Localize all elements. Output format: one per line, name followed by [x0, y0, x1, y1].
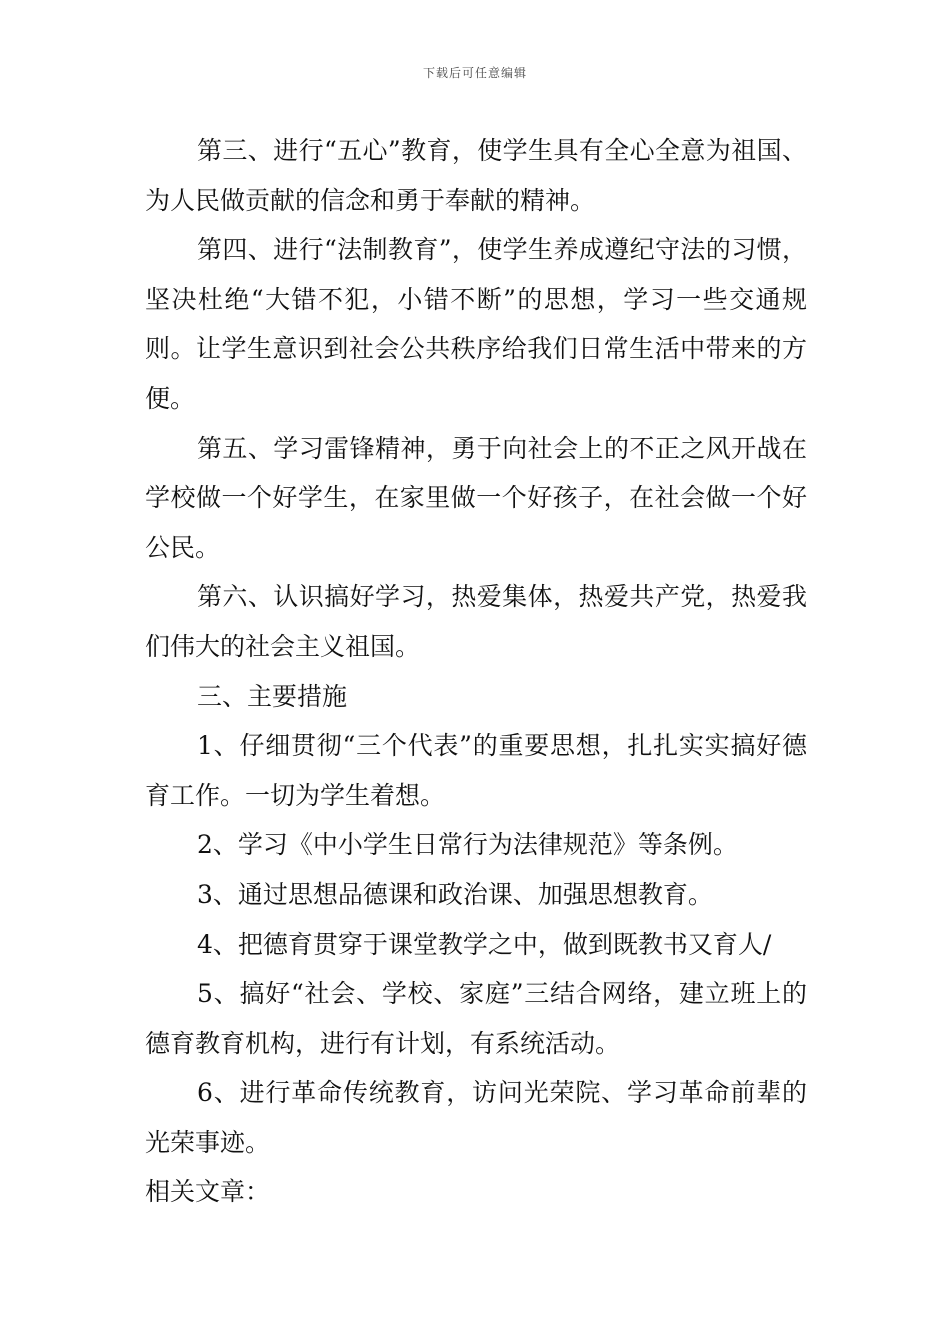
related-articles-label: 相关文章：: [145, 1177, 271, 1207]
measure-item-6: 6、进行革命传统教育，访问光荣院、学习革命前辈的光荣事迹。: [145, 1078, 807, 1157]
paragraph-lei-feng: 第五、学习雷锋精神，勇于向社会上的不正之风开战在学校做一个好学生，在家里做一个好孩子，在社会做一个好公民。: [145, 433, 807, 562]
paragraph-five-hearts: 第三、进行“五心”教育，使学生具有全心全意为祖国、为人民做贡献的信念和勇于奉献的精神。: [145, 136, 807, 215]
measure-item-2: 2、学习《中小学生日常行为法律规范》等条例。: [197, 830, 738, 860]
measure-item-1: 1、仔细贯彻“三个代表”的重要思想，扎扎实实搞好德育工作。一切为学生着想。: [145, 731, 807, 810]
measure-item-5: 5、搞好“社会、学校、家庭”三结合网络，建立班上的德育教育机构，进行有计划，有系统活动。: [145, 979, 807, 1058]
paragraph-legal-education: 第四、进行“法制教育”，使学生养成遵纪守法的习惯，坚决杜绝“大错不犯，小错不断”的思想，学习一些交通规则。让学生意识到社会公共秩序给我们日常生活中带来的方便。: [145, 235, 807, 413]
page-header-note: 下载后可任意编辑: [422, 66, 527, 80]
measure-item-4: 4、把德育贯穿于课堂教学之中，做到既教书又育人/: [197, 929, 772, 959]
document-body: [145, 126, 807, 1217]
section-heading-measures: 三、主要措施: [197, 681, 348, 711]
measure-item-3: 3、通过思想品德课和政治课、加强思想教育。: [197, 879, 713, 909]
paragraph-study-love: 第六、认识搞好学习，热爱集体，热爱共产党，热爱我们伟大的社会主义祖国。: [145, 582, 807, 661]
